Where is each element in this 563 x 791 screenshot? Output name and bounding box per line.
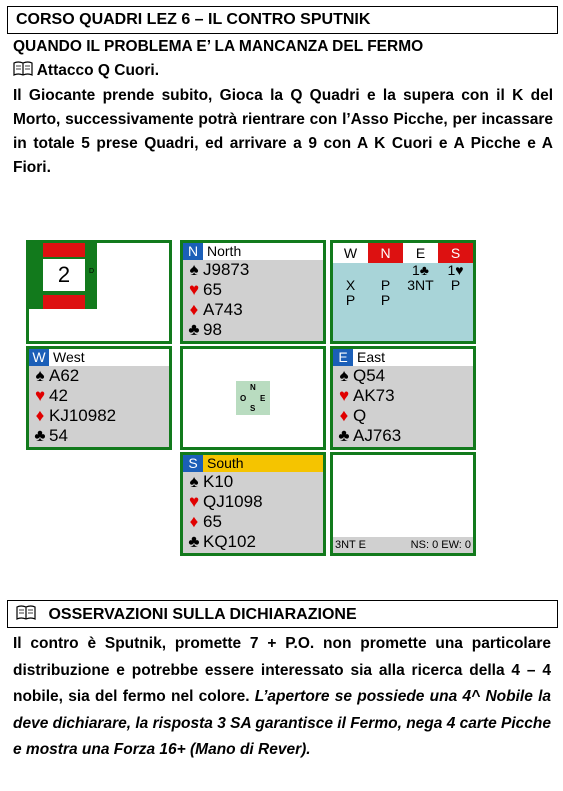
bid-cell [403,293,438,308]
board-number-panel [26,240,172,344]
club-icon: ♣ [34,426,46,445]
north-hearts: 65 [203,280,222,299]
north-clubs: 98 [203,320,222,339]
club-icon: ♣ [338,426,350,445]
bid-cell: P [450,277,461,293]
bid-cell [368,263,403,278]
west-hearts: 42 [49,386,68,405]
bid-cell [333,263,368,278]
heart-icon: ♥ [188,492,200,511]
bid-header-n: N [368,243,403,263]
bid-header-s: S [438,243,473,263]
west-diamonds: KJ10982 [49,406,117,425]
west-seat: W [29,349,49,366]
east-hand [330,346,476,450]
section-header: OSSERVAZIONI SULLA DICHIARAZIONE [7,600,558,628]
diamond-icon: ♦ [189,512,199,531]
bidding-panel [330,240,476,344]
bid-cell: 1♥ [447,262,464,278]
diamond-icon: ♦ [189,300,199,319]
east-name: East [357,349,386,365]
lead-line: Attacco Q Cuori. [13,59,159,83]
observations-italic: L’apertore se possiede una 4^ Nobile la deve dichiarare, la risposta 3 SA garantisce il Fermo, nega 4 carte Picche e mostra una Forza 16+ (Mano di Rever). [13,688,552,758]
intro-paragraph: Il Giocante prende subito, Gioca la Q Quadri e la supera con il K del Morto, successivamente potrà rientrare con l’Asso Picche, per incassare in totale 5 prese Quadri, ed arrivare a 9 con A K Cuori e A Picche e A Fiori. [13,87,553,176]
south-hand [180,452,326,556]
club-icon: ♣ [188,320,200,339]
north-name: North [207,243,242,259]
book-icon [16,605,36,621]
table-center [180,346,326,450]
heart-icon: ♥ [338,386,350,405]
east-spades: Q54 [353,366,386,385]
compass-icon [236,381,270,415]
north-diamonds: A743 [203,300,243,319]
result-panel [330,452,476,556]
west-hand [26,346,172,450]
spade-icon: ♠ [35,366,45,385]
result-score: NS: 0 EW: 0 [410,539,471,551]
south-seat: S [183,455,203,472]
bid-cell: P [380,292,391,308]
spade-icon: ♠ [339,366,349,385]
bid-cell: 3NT [407,277,434,293]
east-diamonds: Q [353,406,367,425]
bridge-diagram [26,240,480,560]
compass-o: O [240,394,247,403]
west-name: West [53,349,85,365]
bidding-grid [333,263,473,308]
bid-cell [438,293,473,308]
south-name: South [207,455,244,471]
spade-icon: ♠ [189,260,199,279]
book-icon [13,61,33,77]
vulnerability-flag [29,243,97,309]
dealer-label: D [89,268,95,275]
observations-paragraph [13,631,551,764]
south-diamonds: 65 [203,512,222,531]
compass-s: S [250,404,256,413]
diamond-icon: ♦ [35,406,45,425]
bid-cell: P [345,292,356,308]
bid-header-w: W [343,245,358,261]
east-seat: E [333,349,353,366]
subtitle: QUANDO IL PROBLEMA E’ LA MANCANZA DEL FERMO [13,38,424,55]
south-clubs: KQ102 [203,532,256,551]
bid-cell: X [345,277,356,293]
compass-e: E [260,394,266,403]
west-spades: A62 [49,366,80,385]
page-title: CORSO QUADRI LEZ 6 – IL CONTRO SPUTNIK [7,6,558,34]
result-contract: 3NT E [335,539,366,551]
heart-icon: ♥ [34,386,46,405]
observations-normal: Il contro è Sputnik, promette 7 + P.O. non promette una particolare distribuzione e potrebbe essere interessato sia alla ricerca della 4 – 4 nobile, sia del fermo nel colore. [13,635,551,705]
north-seat: N [183,243,203,260]
north-hand [180,240,326,344]
west-clubs: 54 [49,426,68,445]
east-hearts: AK73 [353,386,395,405]
board-number: 2 [43,259,85,291]
club-icon: ♣ [188,532,200,551]
bid-header-e: E [415,245,426,261]
north-spades: J9873 [203,260,250,279]
east-clubs: AJ763 [353,426,402,445]
bid-cell: 1♣ [412,262,429,278]
bid-cell: P [380,277,391,293]
compass-n: N [250,383,256,392]
diamond-icon: ♦ [339,406,349,425]
spade-icon: ♠ [189,472,199,491]
heart-icon: ♥ [188,280,200,299]
south-hearts: QJ1098 [203,492,263,511]
south-spades: K10 [203,472,234,491]
